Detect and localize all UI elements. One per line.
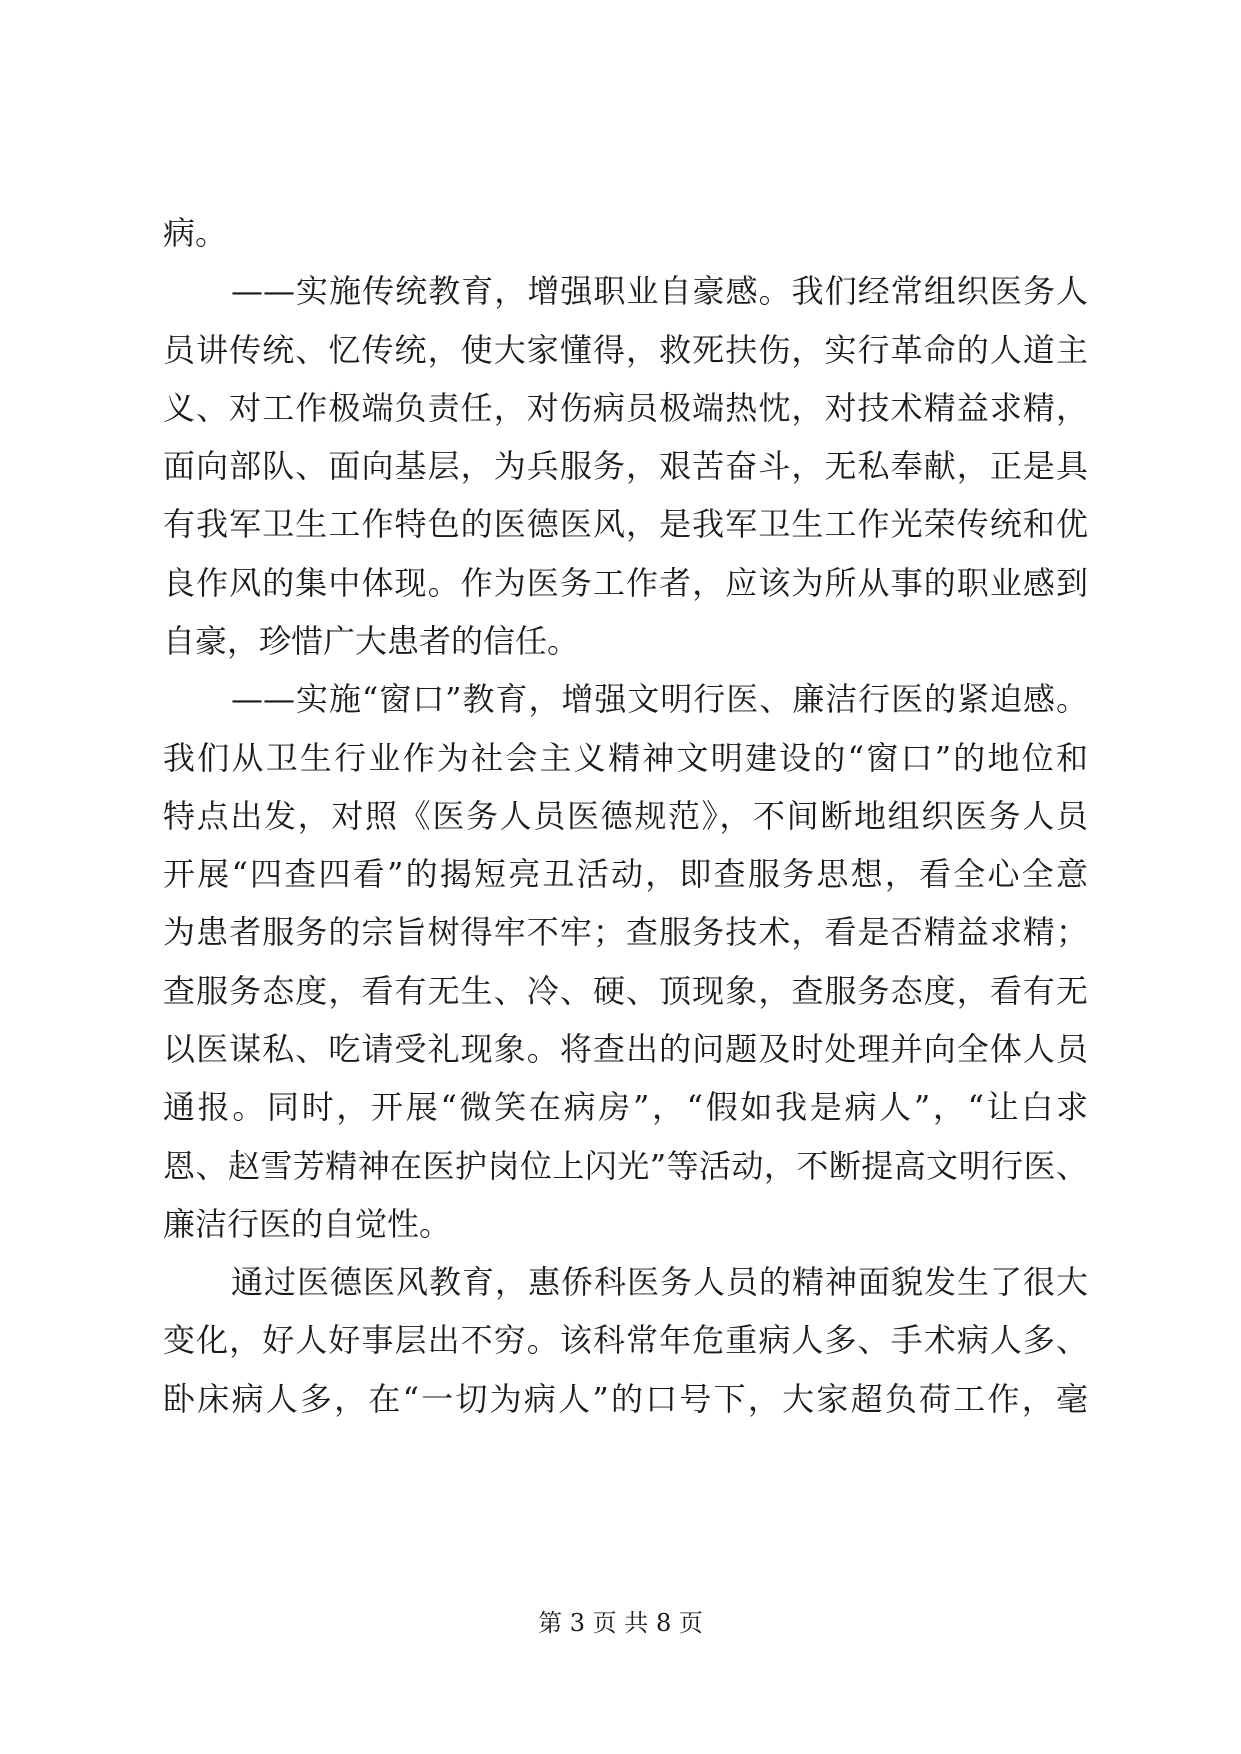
page-number: 第 3 页 共 8 页	[538, 1609, 703, 1637]
text-line: 通报。同时，开展“微笑在病房”，“假如我是病人”，“让白求	[163, 1088, 1088, 1126]
text-line: 廉洁行医的自觉性。	[163, 1205, 452, 1243]
text-line: 病。	[163, 214, 228, 252]
text-line: ——实施传统教育，增强职业自豪感。我们经常组织医务人	[231, 272, 1088, 310]
text-line: 我们从卫生行业作为社会主义精神文明建设的“窗口”的地位和	[163, 739, 1088, 777]
text-line: 恩、赵雪芳精神在医护岗位上闪光”等活动，不断提高文明行医、	[163, 1147, 1088, 1185]
text-line: 特点出发，对照《医务人员医德规范》，不间断地组织医务人员	[163, 797, 1088, 835]
text-line: 为患者服务的宗旨树得牢不牢；查服务技术，看是否精益求精；	[163, 913, 1088, 951]
text-line: 查服务态度，看有无生、冷、硬、顶现象，查服务态度，看有无	[163, 972, 1088, 1010]
text-line: 有我军卫生工作特色的医德医风，是我军卫生工作光荣传统和优	[163, 505, 1088, 543]
text-line: ——实施“窗口”教育，增强文明行医、廉洁行医的紧迫感。	[231, 680, 1088, 718]
text-line: 卧床病人多，在“一切为病人”的口号下，大家超负荷工作，毫	[163, 1380, 1088, 1418]
text-line: 开展“四查四看”的揭短亮丑活动，即查服务思想，看全心全意	[163, 855, 1088, 893]
text-line: 自豪，珍惜广大患者的信任。	[163, 622, 580, 660]
text-line: 以医谋私、吃请受礼现象。将查出的问题及时处理并向全体人员	[163, 1030, 1088, 1068]
text-line: 通过医德医风教育，惠侨科医务人员的精神面貌发生了很大	[231, 1263, 1088, 1301]
text-line: 变化，好人好事层出不穷。该科常年危重病人多、手术病人多、	[163, 1321, 1088, 1359]
text-line: 员讲传统、忆传统，使大家懂得，救死扶伤，实行革命的人道主	[163, 331, 1088, 369]
text-line: 义、对工作极端负责任，对伤病员极端热忱，对技术精益求精，	[163, 389, 1088, 427]
text-line: 良作风的集中体现。作为医务工作者，应该为所从事的职业感到	[163, 564, 1088, 602]
text-line: 面向部队、面向基层，为兵服务，艰苦奋斗，无私奉献，正是具	[163, 447, 1088, 485]
